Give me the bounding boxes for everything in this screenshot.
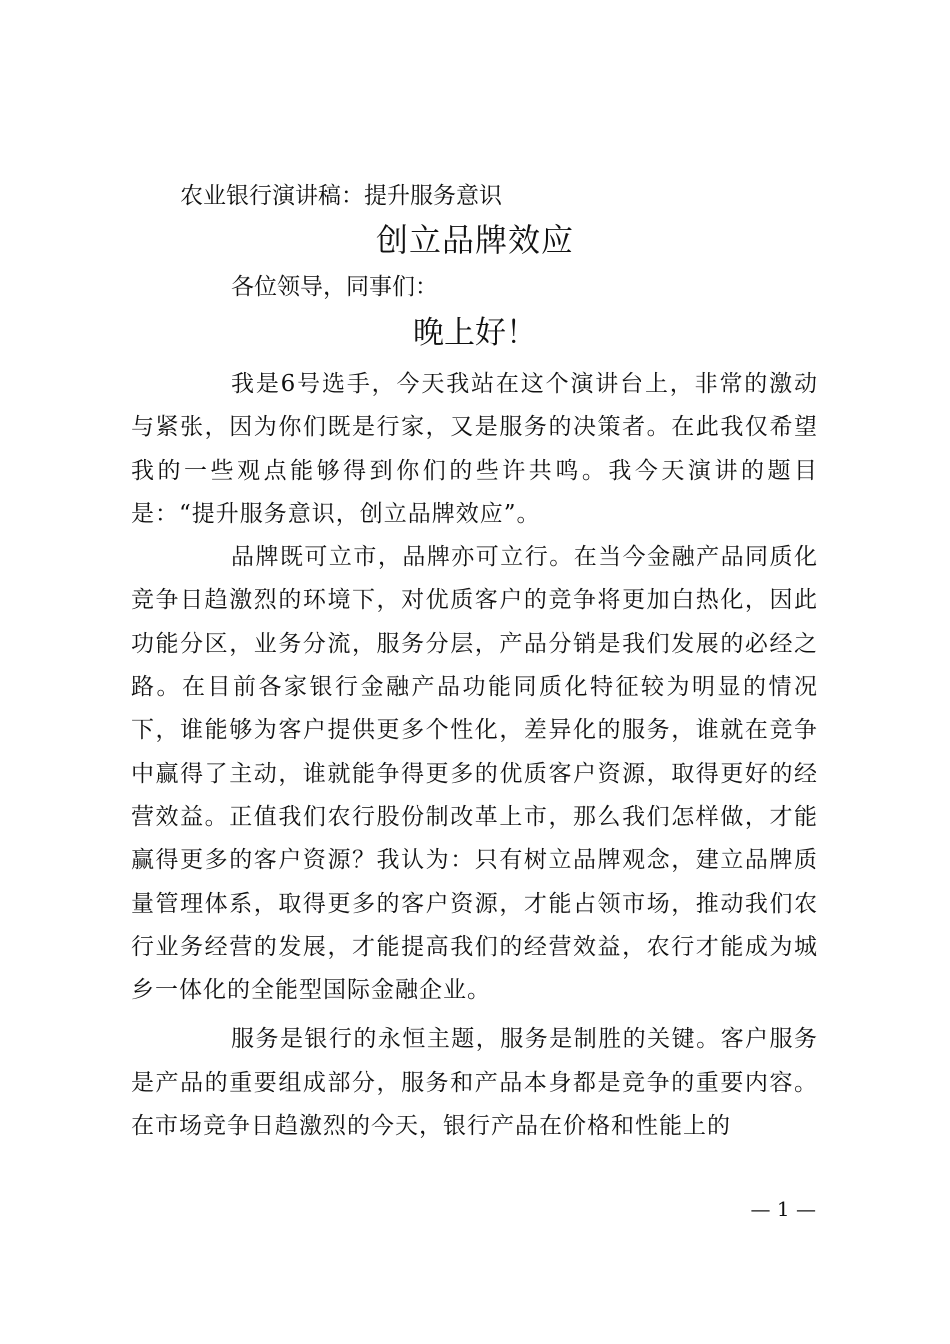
page-number: — 1 — [750, 1197, 816, 1221]
paragraph-3: 服务是银行的永恒主题，服务是制胜的关键。客户服务是产品的重要组成部分，服务和产品本身都是竞争的重要内容。在市场竞争日趋激烈的今天，银行产品在价格和性能上的 [131, 1026, 818, 1140]
document-title-center: 创立品牌效应 [375, 221, 574, 259]
greeting: 晚上好！ [413, 315, 537, 351]
paragraph-1: 我是6号选手，今天我站在这个演讲台上，非常的激动与紧张，因为你们既是行家，又是服务的决策者。在此我仅希望我的一些观点能够得到你们的些许共鸣。我今天演讲的题目是：“提升服务意识，创立品牌效应”。 [131, 371, 818, 527]
salutation: 各位领导，同事们： [231, 274, 438, 300]
document-body [131, 363, 818, 1148]
document-title-line: 农业银行演讲稿：提升服务意识 [180, 183, 502, 209]
paragraph-2: 品牌既可立市，品牌亦可立行。在当今金融产品同质化竞争日趋激烈的环境下，对优质客户的竞争将更加白热化，因此功能分区，业务分流，服务分层，产品分销是我们发展的必经之路。在目前各家银行金融产品功能同质化特征较为明显的情况下，谁能够为客户提供更多个性化，差异化的服务，谁就在竞争中赢得了主动，谁就能争得更多的优质客户资源，取得更好的经营效益。正值我们农行股份制改革上市，那么我们怎样做，才能赢得更多的客户资源？我认为：只有树立品牌观念，建立品牌质量管理体系，取得更多的客户资源，才能占领市场，推动我们农行业务经营的发展，才能提高我们的经营效益，农行才能成为城乡一体化的全能型国际金融企业。 [131, 544, 818, 1004]
